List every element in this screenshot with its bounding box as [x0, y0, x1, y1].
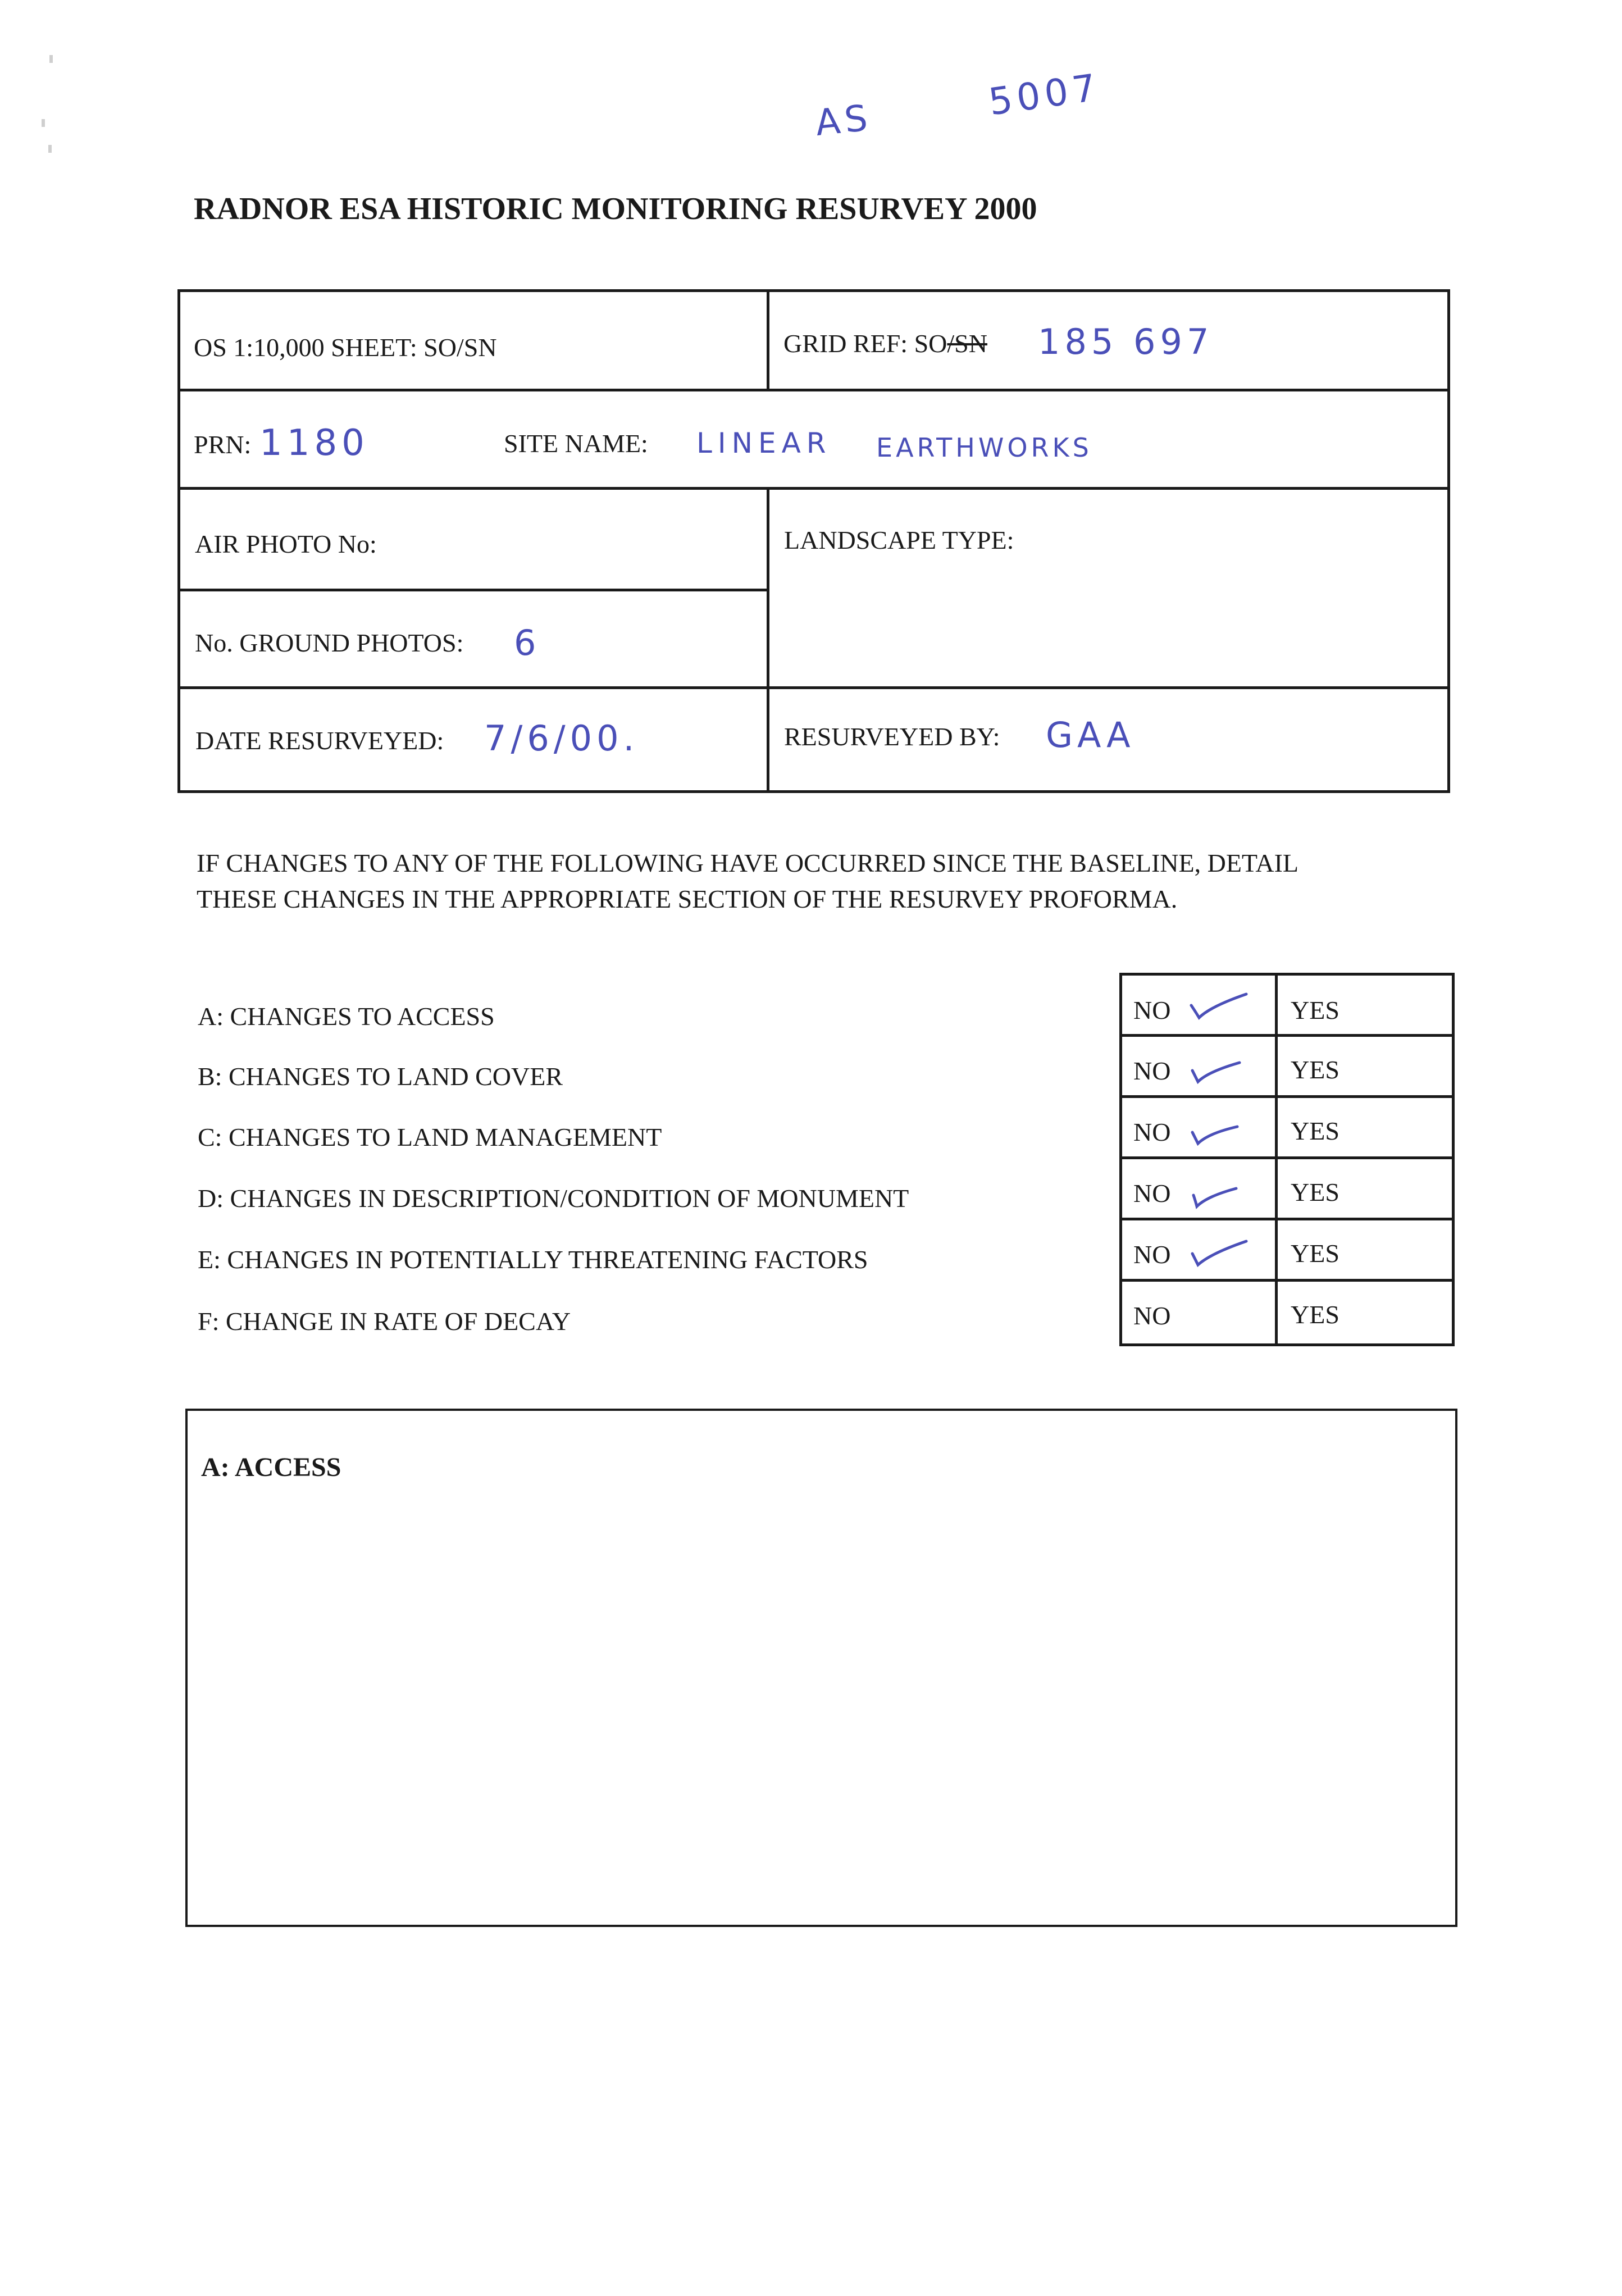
change-land-cover-label: B: CHANGES TO LAND COVER	[198, 1062, 563, 1091]
change-land-management-label: C: CHANGES TO LAND MANAGEMENT	[198, 1123, 662, 1151]
prn-value: 1180	[259, 422, 369, 464]
prn-label: PRN:	[194, 430, 252, 459]
access-section-box	[185, 1409, 1457, 1927]
check-mark-icon	[1188, 1179, 1244, 1211]
check-mark-icon	[1188, 1236, 1250, 1269]
annotation-initials: AS	[813, 97, 874, 145]
grid-ref-value: 185 697	[1038, 321, 1214, 362]
change-monument-condition-label: D: CHANGES IN DESCRIPTION/CONDITION OF MONUMENT	[198, 1184, 909, 1213]
change-monument-condition-yes[interactable]: YES	[1291, 1178, 1339, 1206]
change-rate-of-decay-label: F: CHANGE IN RATE OF DECAY	[198, 1307, 571, 1336]
change-land-cover-yes[interactable]: YES	[1291, 1055, 1339, 1084]
no-yes-grid	[1119, 973, 1455, 1346]
site-name-label: SITE NAME:	[504, 429, 648, 458]
site-name-value-part1: LINEAR	[696, 427, 832, 459]
change-threatening-factors-label: E: CHANGES IN POTENTIALLY THREATENING FACTORS	[198, 1245, 868, 1274]
change-rate-of-decay-yes[interactable]: YES	[1291, 1300, 1339, 1329]
check-mark-icon	[1188, 1119, 1244, 1148]
instructions-line-2: THESE CHANGES IN THE APPROPRIATE SECTION OF THE RESURVEY PROFORMA.	[197, 885, 1178, 913]
os-sheet-label: OS 1:10,000 SHEET: SO/SN	[194, 333, 497, 362]
change-land-cover-no[interactable]: NO	[1133, 1056, 1171, 1085]
date-resurveyed-value: 7/6/00.	[484, 718, 639, 759]
date-resurveyed-label: DATE RESURVEYED:	[195, 726, 444, 755]
access-section-title: A: ACCESS	[201, 1452, 341, 1482]
check-mark-icon	[1188, 990, 1250, 1023]
annotation-reference-number: 5007	[986, 65, 1104, 124]
air-photo-label: AIR PHOTO No:	[195, 530, 377, 558]
resurveyed-by-value: GAA	[1046, 714, 1135, 755]
change-monument-condition-no[interactable]: NO	[1133, 1179, 1171, 1208]
change-threatening-factors-yes[interactable]: YES	[1291, 1239, 1339, 1268]
grid-ref-prefix: GRID REF: SO	[783, 329, 947, 358]
resurveyed-by-label: RESURVEYED BY:	[784, 722, 1000, 751]
change-access-yes[interactable]: YES	[1291, 996, 1339, 1024]
grid-ref-label	[783, 329, 987, 358]
change-land-management-yes[interactable]: YES	[1291, 1117, 1339, 1145]
check-mark-icon	[1188, 1055, 1244, 1086]
site-name-value-part2: EARTHWORKS	[876, 432, 1092, 463]
page-title: RADNOR ESA HISTORIC MONITORING RESURVEY 2000	[194, 192, 1037, 226]
landscape-type-label: LANDSCAPE TYPE:	[784, 526, 1014, 554]
grid-ref-struck-text: /SN	[947, 329, 987, 358]
ground-photos-value: 6	[514, 622, 541, 663]
change-access-no[interactable]: NO	[1133, 996, 1171, 1024]
instructions-line-1: IF CHANGES TO ANY OF THE FOLLOWING HAVE OCCURRED SINCE THE BASELINE, DETAIL	[197, 849, 1298, 877]
change-rate-of-decay-no[interactable]: NO	[1133, 1301, 1171, 1330]
ground-photos-label: No. GROUND PHOTOS:	[195, 628, 464, 657]
change-land-management-no[interactable]: NO	[1133, 1118, 1171, 1146]
change-access-label: A: CHANGES TO ACCESS	[198, 1002, 495, 1031]
change-threatening-factors-no[interactable]: NO	[1133, 1240, 1171, 1269]
